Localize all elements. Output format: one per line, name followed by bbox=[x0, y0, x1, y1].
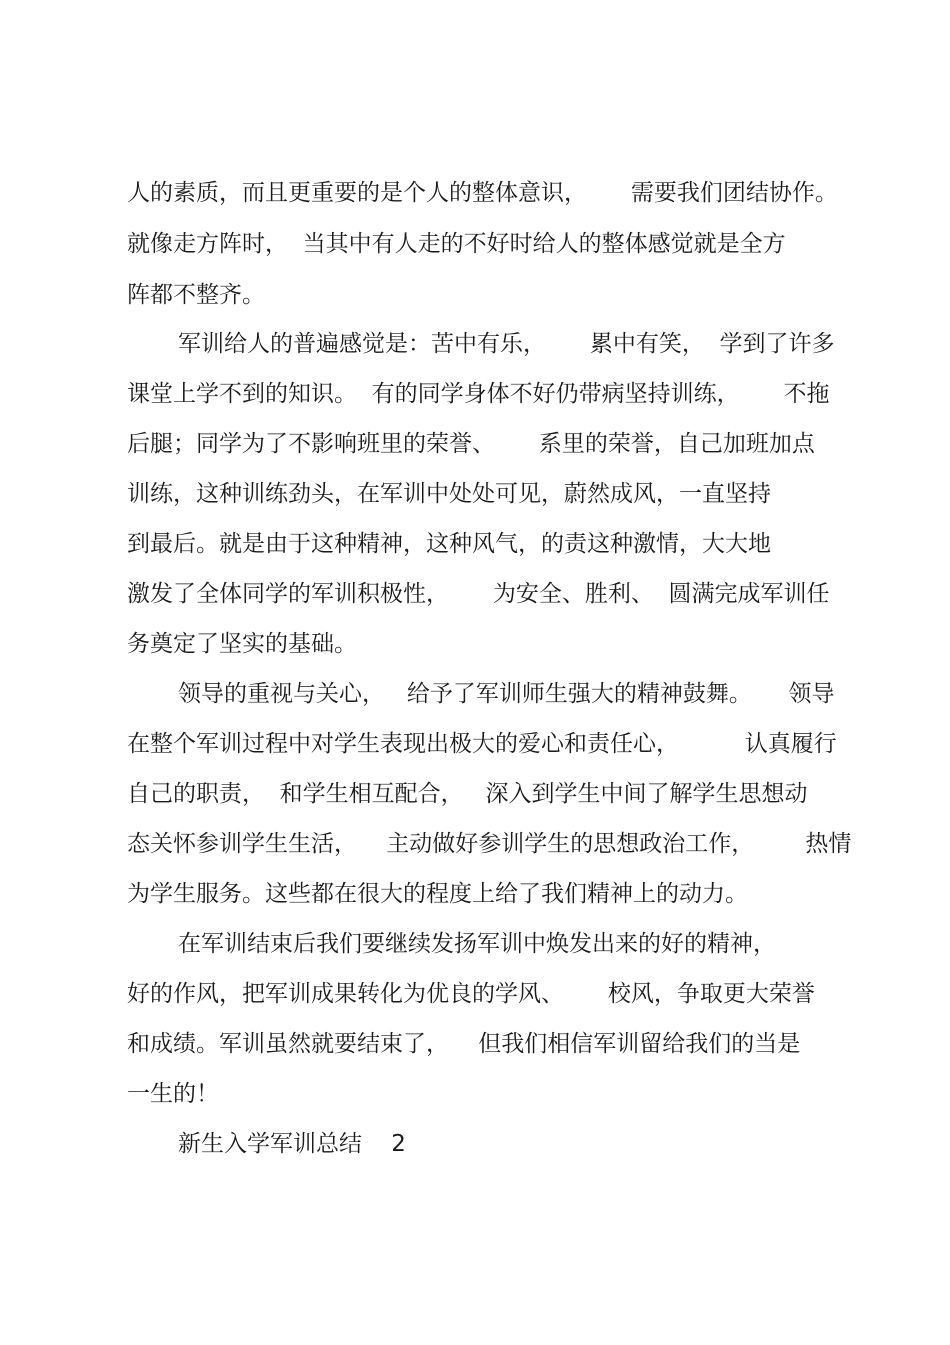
text-line-5: 课堂上学不到的知识。 有的同学身体不好仍带病坚持训练， 不拖 bbox=[127, 381, 830, 407]
text-line-1: 人的素质，而且更重要的是个人的整体意识， 需要我们团结协作。 bbox=[127, 180, 838, 206]
text-line-13: 自己的职责， 和学生相互配合， 深入到学生中间了解学生思想动 bbox=[127, 781, 808, 807]
text-line-16: 在军训结束后我们要继续发扬军训中焕发出来的好的精神， bbox=[178, 931, 776, 957]
text-line-14: 态关怀参训学生生活， 主动做好参训学生的思想政治工作， 热情 bbox=[127, 831, 852, 857]
text-line-6: 后腿；同学为了不影响班里的荣誉、 系里的荣誉，自己加班加点 bbox=[127, 431, 815, 457]
text-line-4: 军训给人的普遍感觉是：苦中有乐， 累中有笑， 学到了许多 bbox=[178, 331, 835, 357]
text-line-17: 好的作风，把军训成果转化为优良的学风、 校风，争取更大荣誉 bbox=[127, 981, 815, 1007]
text-line-3: 阵都不整齐。 bbox=[127, 282, 265, 308]
text-line-15: 为学生服务。这些都在很大的程度上给了我们精神上的动力。 bbox=[127, 881, 748, 907]
text-line-8: 到最后。就是由于这种精神，这种风气，的责这种激情，大大地 bbox=[127, 531, 771, 557]
text-line-19: 一生的！ bbox=[127, 1081, 219, 1107]
text-line-11: 领导的重视与关心， 给予了军训师生强大的精神鼓舞。 领导 bbox=[178, 681, 835, 707]
text-line-7: 训练，这种训练劲头，在军训中处处可见，蔚然成风，一直坚持 bbox=[127, 481, 771, 507]
text-line-12: 在整个军训过程中对学生表现出极大的爱心和责任心， 认真履行 bbox=[127, 731, 837, 757]
text-line-9: 激发了全体同学的军训积极性， 为安全、胜利、 圆满完成军训任 bbox=[127, 581, 830, 607]
section-heading: 新生入学军训总结 2 bbox=[178, 1131, 406, 1157]
text-line-2: 就像走方阵时， 当其中有人走的不好时给人的整体感觉就是全方 bbox=[127, 231, 786, 257]
text-line-18: 和成绩。军训虽然就要结束了， 但我们相信军训留给我们的当是 bbox=[127, 1031, 801, 1057]
text-line-10: 务奠定了坚实的基础。 bbox=[127, 631, 357, 657]
